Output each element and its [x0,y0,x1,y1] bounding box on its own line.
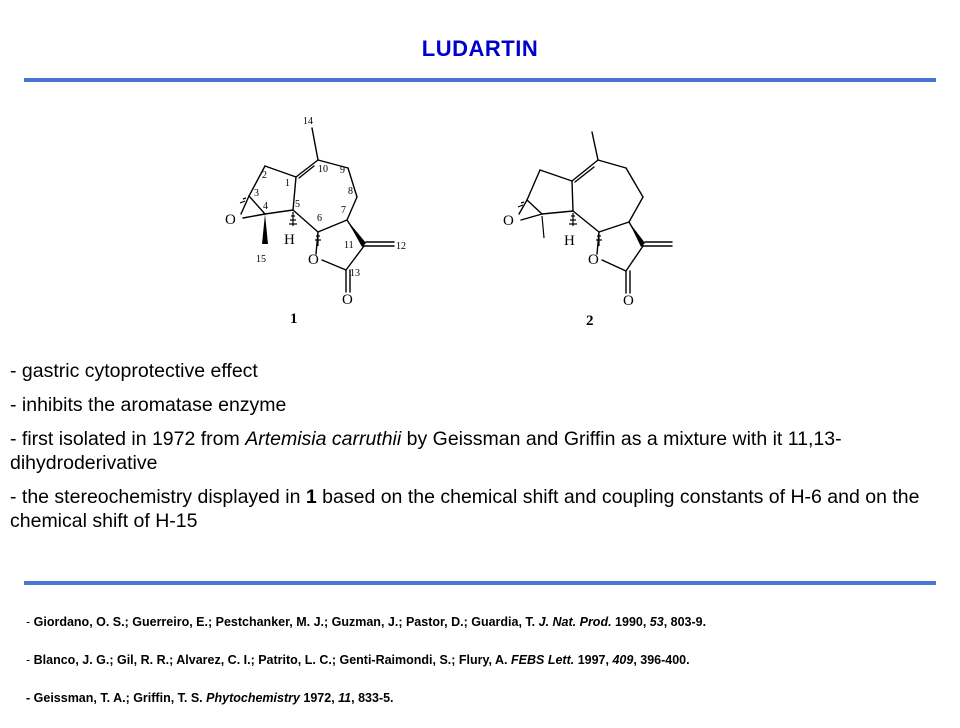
bullet-text: - first isolated in 1972 from [10,428,246,450]
atom-label-5: 5 [295,199,300,210]
species-name: Artemisia carruthii [245,428,402,450]
atom-label-14: 14 [303,116,313,127]
reference-item [26,614,946,630]
reference-year: 1997, [574,653,613,667]
bullet-list [10,359,940,533]
reference-volume: 53 [649,615,664,629]
atom-label-o-ring-2: O [588,252,599,268]
atom-label-o-ring: O [308,252,319,268]
compound-label-1: 1 [290,311,298,327]
reference-list [26,614,946,728]
atom-label-7: 7 [341,205,346,216]
atom-label-9: 9 [340,165,345,176]
reference-item [26,690,946,706]
slide-title: LUDARTIN [421,36,539,61]
atom-label-15: 15 [256,254,266,265]
compound-ref: 1 [305,486,317,508]
compound-label-2: 2 [586,313,594,329]
molecular-structures [0,0,960,340]
reference-year: 1972, [299,691,339,705]
atom-label-13: 13 [350,268,360,279]
reference-item [26,652,946,668]
atom-label-o-epoxide-2: O [503,213,514,229]
reference-journal: Phytochemistry [206,691,300,705]
atom-label-o-carbonyl-2: O [623,293,634,309]
bullet-item: - gastric cytoprotective effect [10,360,258,382]
bullet-text: by Geissman and Griffin as a mixture with it 11,13-dihydroderivative [10,428,842,474]
atom-label-1: 1 [285,178,290,189]
reference-pages: , 396-400. [633,653,690,667]
reference-journal: FEBS Lett. [511,653,575,667]
atom-label-h-2: H [564,233,575,249]
atom-label-10: 10 [318,164,328,175]
reference-year: 1990, [611,615,650,629]
atom-label-3: 3 [254,188,259,199]
reference-dash: - [26,691,34,705]
atom-label-o-epoxide: O [225,212,236,228]
reference-pages: , 803-9. [663,615,707,629]
reference-volume: 11 [338,691,352,705]
bullet-item: - inhibits the aromatase enzyme [10,394,287,416]
bullet-text: based on the chemical shift and coupling constants of H-6 and on the chemical shift of H-15 [10,486,920,532]
atom-label-h: H [284,232,295,248]
atom-label-6: 6 [317,213,322,224]
reference-authors: Giordano, O. S.; Guerreiro, E.; Pestchanker, M. J.; Guzman, J.; Pastor, D.; Guardia, T. [33,615,539,629]
reference-dash: - [26,615,34,629]
reference-authors: Geissman, T. A.; Griffin, T. S. [33,691,207,705]
bullet-item [10,427,940,475]
bullet-text: - the stereochemistry displayed in [10,486,306,508]
reference-dash: - [26,653,34,667]
atom-label-8: 8 [348,186,353,197]
reference-pages: , 833-5. [351,691,394,705]
reference-authors: Blanco, J. G.; Gil, R. R.; Alvarez, C. I.; Patrito, L. C.; Genti-Raimondi, S.; Flury, A. [33,653,512,667]
atom-label-2: 2 [262,170,267,181]
atom-label-4: 4 [263,201,268,212]
structure-2 [519,132,672,293]
atom-label-12: 12 [396,241,406,252]
reference-journal: J. Nat. Prod. [538,615,612,629]
reference-volume: 409 [612,653,634,667]
bottom-divider [24,581,936,585]
atom-label-o-carbonyl: O [342,292,353,308]
bullet-item [10,485,940,533]
atom-label-11: 11 [344,240,354,251]
